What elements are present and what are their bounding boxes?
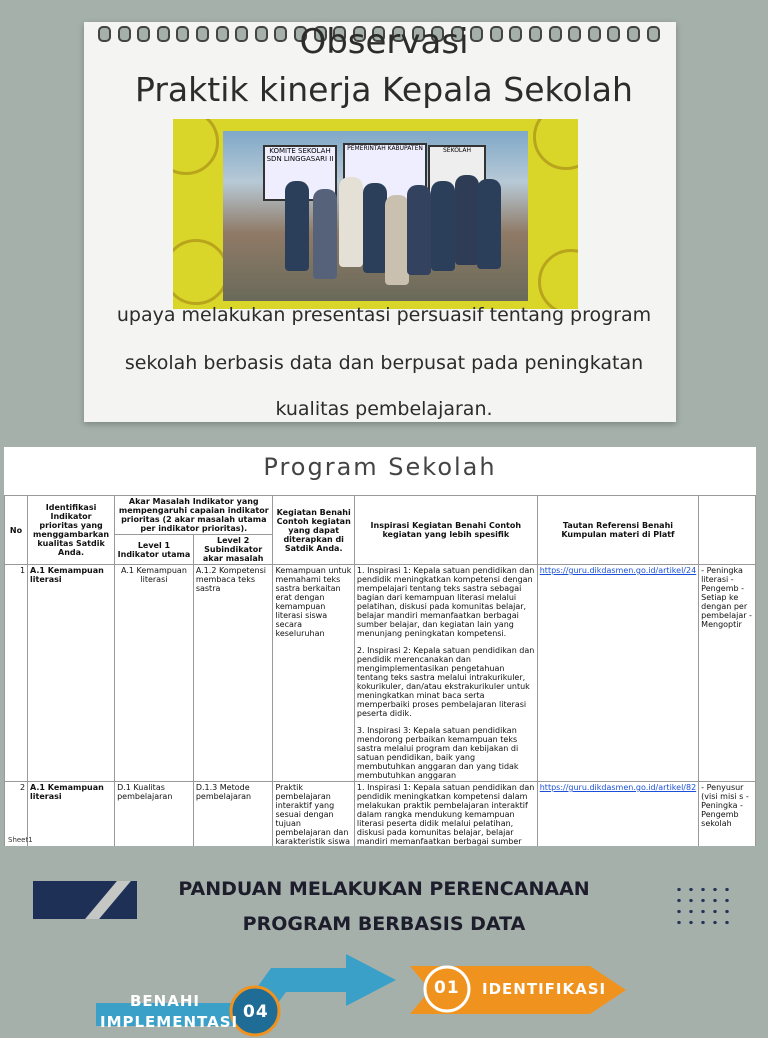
page-title: Observasi: [299, 22, 469, 62]
header-level1: Level 1 Indikator utama: [115, 535, 194, 565]
header-akar: Akar Masalah Indikator yang mempengaruhi capaian indikator prioritas (2 akar masalah utama per indikator prioritas).: [115, 496, 273, 535]
step-04-number: 04: [243, 1002, 269, 1022]
photo-sign-left: KOMITE SEKOLAH SDN LINGGASARI II: [263, 145, 337, 201]
step-implementasi-label: IMPLEMENTASI: [100, 1013, 239, 1031]
description-line-2: sekolah berbasis data dan berpusat pada peningkatan: [124, 352, 644, 374]
photo-sign-right: SEKOLAH: [428, 145, 486, 199]
description-line-1: upaya melakukan presentasi persuasif tentang program: [116, 304, 652, 326]
program-table: [4, 495, 756, 846]
guide-title-line-2: PROGRAM BERBASIS DATA: [242, 913, 526, 935]
step-01-number: 01: [434, 978, 460, 998]
table-row: [5, 782, 756, 847]
inspirasi-1: 1. Inspirasi 1: Kepala satuan pendidikan dan pendidik meningkatkan kompetensi dalam melakukan praktik pembelajaran interaktif dalam rangka mendukung kemampuan literasi peserta didik melalui pelatihan, diskusi pada komunitas belajar, belajar mandiri memanfaatkan berbagai sumber: [356, 783, 535, 846]
cell-no: 1: [5, 565, 28, 782]
sheet-tab[interactable]: Sheet1: [8, 836, 33, 844]
description-line-3: kualitas pembelajaran.: [275, 398, 493, 420]
cell-inspirasi: [354, 782, 537, 847]
sheet-title: Program Sekolah: [263, 453, 497, 481]
step-benahi-label: BENAHI: [130, 992, 200, 1010]
spreadsheet-panel: [4, 447, 756, 846]
cell-no: 2: [5, 782, 28, 847]
header-identifikasi: Identifikasi Indikator prioritas yang menggambarkan kualitas Satdik Anda.: [28, 496, 115, 565]
cell-level1: A.1 Kemampuan literasi: [115, 565, 194, 782]
cell-level1: D.1 Kualitas pembelajaran: [115, 782, 194, 847]
cell-identifikasi: A.1 Kemampuan literasi: [28, 782, 115, 847]
photo-sign-center: PEMERINTAH KABUPATEN: [343, 143, 427, 203]
header-inspirasi: Inspirasi Kegiatan Benahi Contoh kegiatan yang lebih spesifik: [354, 496, 537, 565]
table-header-row: [5, 496, 756, 535]
inspirasi-3: 3. Inspirasi 3: Kepala satuan pendidikan mendorong perbaikan kemampuan teks sastra melalui program dan kebijakan di satuan pendidikan, baik yang membutuhkan anggaran dan yang tidak membutuhkan anggaran: [356, 726, 519, 780]
table-row: [5, 565, 756, 782]
header-level2: Level 2 Subindikator akar masalah: [193, 535, 273, 565]
cell-last: - Peningka literasi - Pengemb - Setiap ke dengan per pembelajar - Mengoptir: [699, 565, 756, 782]
step-identifikasi-label: IDENTIFIKASI: [482, 980, 607, 998]
cell-kegiatan: Praktik pembelajaran interaktif yang sesuai dengan tujuan pembelajaran dan karakteristik siswa: [273, 782, 354, 847]
cell-kegiatan: Kemampuan untuk memahami teks sastra berkaitan erat dengan kemampuan literasi siswa secara keseluruhan: [273, 565, 354, 782]
cell-tautan-link[interactable]: https://guru.dikdasmen.go.id/artikel/82: [537, 782, 698, 847]
guide-title-line-1: PANDUAN MELAKUKAN PERENCANAAN: [178, 878, 590, 900]
inspirasi-1: 1. Inspirasi 1: Kepala satuan pendidikan dan pendidik meningkatkan kompetensi dengan mempelajari tentang teks sastra sebagai bagian dari kemampuan literasi melalui pelatihan, diskusi pada komunitas belajar, belajar mandiri memanfaatkan berbagai sumber belajar, dan kegiatan lain yang menunjang peningkatan kompetensi.: [356, 566, 535, 638]
header-kegiatan: Kegiatan Benahi Contoh kegiatan yang dapat diterapkan di Satdik Anda.: [273, 496, 354, 565]
header-tautan: Tautan Referensi Benahi Kumpulan materi di Platf: [537, 496, 698, 565]
cell-tautan-link[interactable]: https://guru.dikdasmen.go.id/artikel/24: [537, 565, 698, 782]
page-subtitle: Praktik kinerja Kepala Sekolah: [135, 70, 633, 109]
header-no: No: [5, 496, 28, 565]
cell-last: - Penyusur (visi misi s - Peningka - Pengemb sekolah: [699, 782, 756, 847]
header-last: [699, 496, 756, 565]
school-photo: [173, 119, 578, 309]
cell-identifikasi: A.1 Kemampuan literasi: [28, 565, 115, 782]
cell-level2: A.1.2 Kompetensi membaca teks sastra: [193, 565, 273, 782]
inspirasi-2: 2. Inspirasi 2: Kepala satuan pendidikan dan pendidik merencanakan dan mengimplementasikan pengetahuan tentang teks sastra melalui intrakurikuler, kokurikuler, dan/atau ekstrakurikuler untuk meningkatkan minat baca serta memperbaiki proses pembelajaran literasi peserta didik.: [356, 646, 535, 718]
cell-level2: D.1.3 Metode pembelajaran: [193, 782, 273, 847]
cell-inspirasi: [354, 565, 537, 782]
